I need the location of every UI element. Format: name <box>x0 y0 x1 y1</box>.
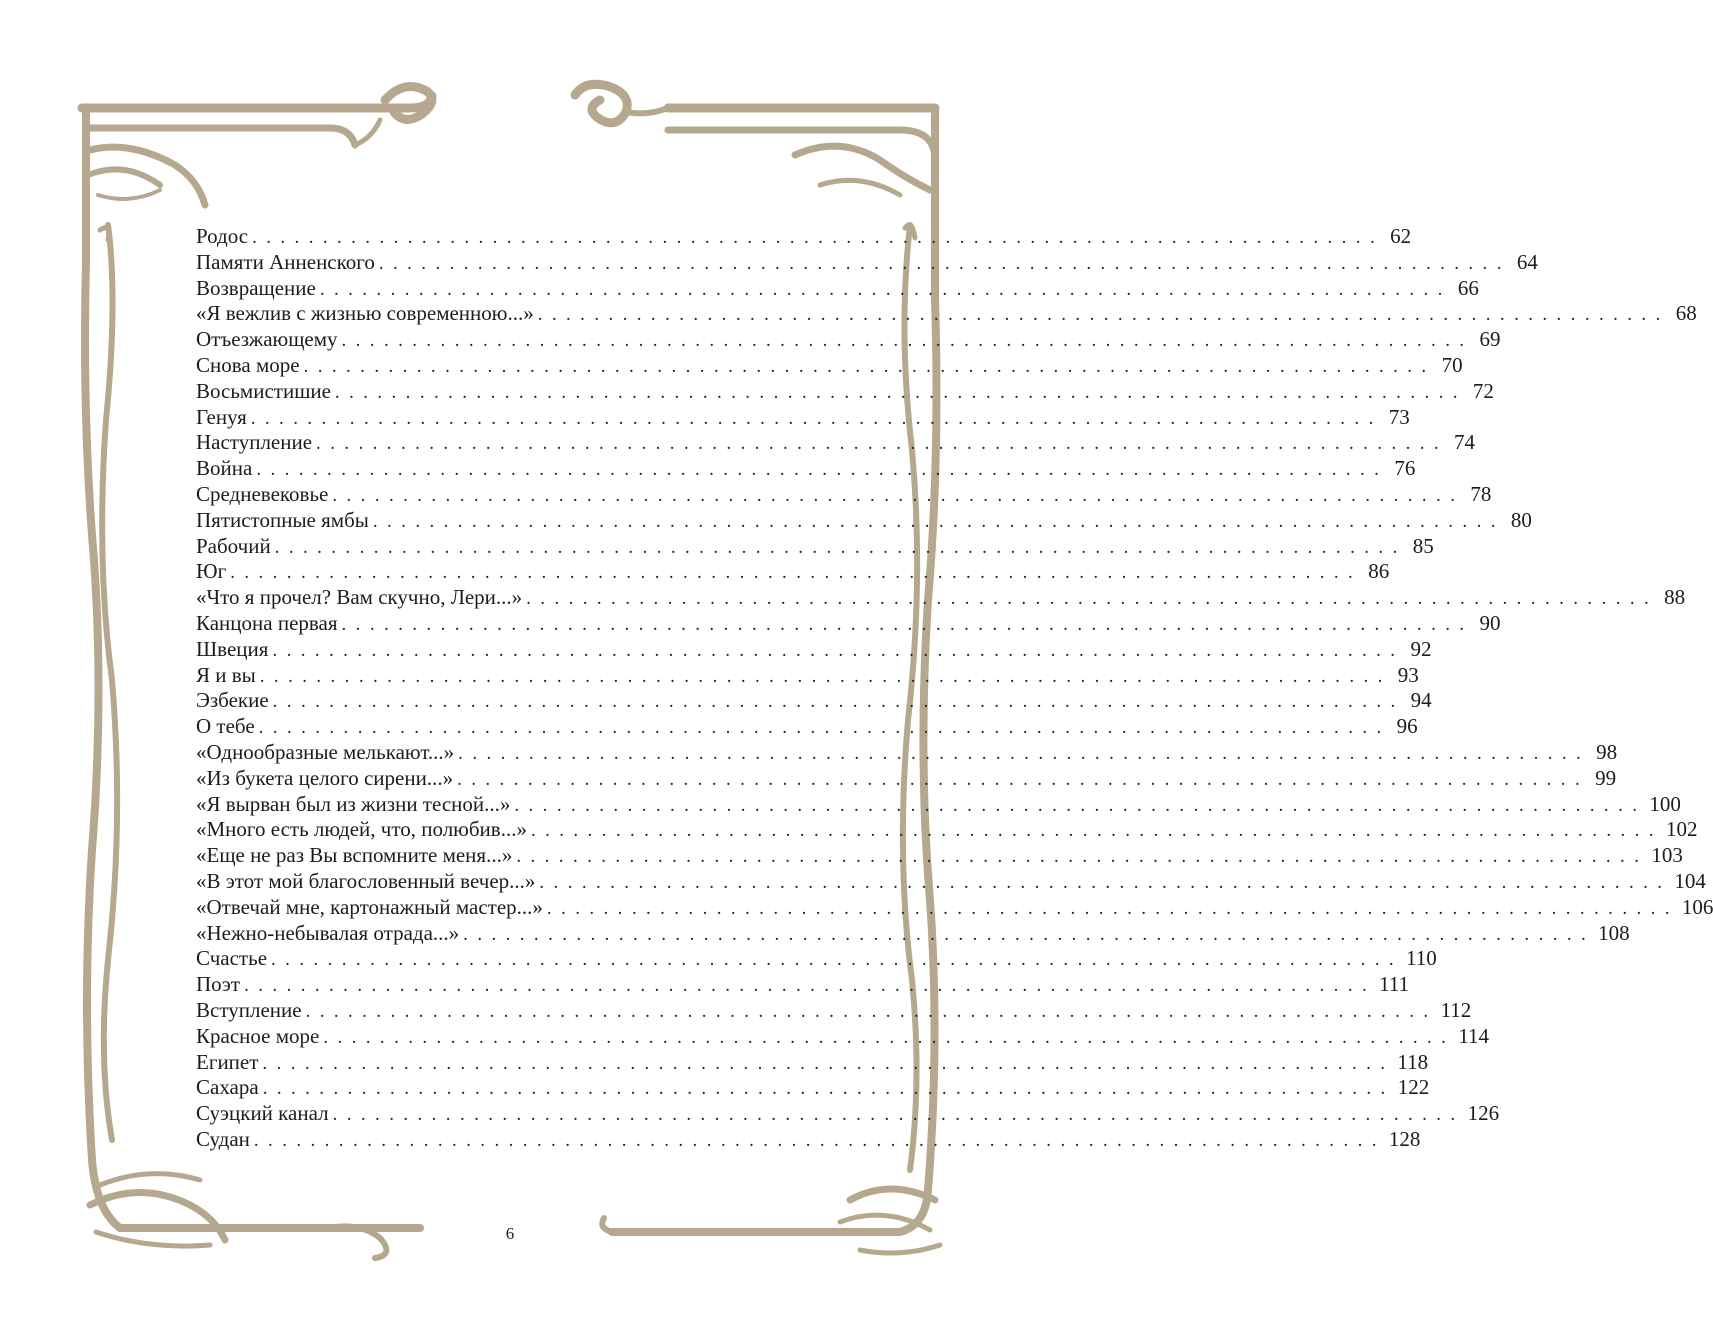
toc-entry-page: 90 <box>1479 610 1501 635</box>
toc-entry-title: Возвращение <box>196 275 316 300</box>
dot-leader: ................................................................................ <box>530 820 1663 842</box>
toc-entry <box>196 404 1410 431</box>
toc-entry <box>196 817 1698 843</box>
toc-entry-page: 80 <box>1510 507 1532 532</box>
dot-leader: ................................................................................ <box>303 355 1436 377</box>
toc-entry-title: Египет <box>196 1049 259 1074</box>
toc-entry-page: 100 <box>1649 791 1681 816</box>
page-number: 6 <box>505 1224 515 1243</box>
toc-entry-title: Памяти Анненского <box>196 249 375 274</box>
toc-entry <box>196 714 1418 740</box>
dot-leader: ................................................................................ <box>341 613 1474 635</box>
toc-entry-page: 62 <box>1390 224 1412 248</box>
dot-leader: ................................................................................ <box>526 588 1659 610</box>
toc-entry-page: 92 <box>1410 636 1432 661</box>
dot-leader: ................................................................................ <box>230 562 1363 584</box>
dot-leader: ................................................................................ <box>457 768 1590 790</box>
dot-leader: ................................................................................ <box>514 794 1647 816</box>
toc-entry-title: «Нежно-небывалая отрада...» <box>196 920 460 945</box>
toc-entry-page: 68 <box>1675 301 1697 326</box>
toc-entry-page: 64 <box>1516 249 1538 274</box>
toc-entry-page: 112 <box>1440 997 1472 1022</box>
toc-entry-page: 102 <box>1665 817 1698 842</box>
dot-leader: ................................................................................ <box>272 691 1405 713</box>
toc-entry <box>196 843 1683 869</box>
toc-entry-page: 94 <box>1410 688 1432 713</box>
dot-leader: ................................................................................ <box>244 975 1377 997</box>
toc-entry-page: 70 <box>1441 352 1463 377</box>
dot-leader: ................................................................................ <box>316 433 1449 455</box>
toc-entry <box>196 1101 1500 1127</box>
dot-leader: ................................................................................ <box>546 897 1679 919</box>
toc-entry-page: 114 <box>1458 1023 1490 1048</box>
toc-entry-page: 108 <box>1598 920 1630 945</box>
toc-entry-page: 111 <box>1379 972 1410 997</box>
toc-entry <box>196 894 1713 921</box>
toc-entry-title: Сахара <box>196 1075 259 1100</box>
toc-entry-title: Канцона первая <box>196 610 338 635</box>
toc-entry <box>196 559 1390 585</box>
dot-leader: ................................................................................ <box>341 330 1474 352</box>
toc-entry-page: 103 <box>1651 843 1683 868</box>
toc-entry <box>196 275 1479 302</box>
dot-leader: ................................................................................ <box>262 1052 1395 1074</box>
toc-entry-title: Генуя <box>196 404 247 429</box>
dot-leader: ................................................................................ <box>252 227 1385 248</box>
toc-entry <box>196 636 1432 663</box>
toc-entry <box>196 430 1476 456</box>
toc-entry <box>196 1126 1421 1153</box>
toc-entry-title: Швеция <box>196 636 269 661</box>
toc-entry-page: 104 <box>1674 868 1706 893</box>
dot-leader: ................................................................................ <box>258 717 1391 739</box>
dot-leader: ................................................................................ <box>272 639 1405 661</box>
toc-entry <box>196 972 1410 998</box>
dot-leader: ................................................................................ <box>259 665 1392 687</box>
toc-entry-page: 93 <box>1397 662 1419 687</box>
toc-entry-title: Красное море <box>196 1023 320 1048</box>
toc-entry <box>196 301 1697 327</box>
dot-leader: ................................................................................ <box>539 871 1672 893</box>
toc-entry-title: Суэцкий канал <box>196 1101 329 1126</box>
toc-entry <box>196 997 1472 1024</box>
toc-entry <box>196 249 1538 276</box>
toc-entry <box>196 791 1681 818</box>
toc-entry-title: «Однообразные мелькают...» <box>196 739 455 764</box>
dot-leader: ................................................................................ <box>372 510 1505 532</box>
toc-entry-title: Эзбекие <box>196 688 269 713</box>
dot-leader: ................................................................................ <box>271 949 1404 971</box>
dot-leader: ................................................................................ <box>332 484 1465 506</box>
dot-leader: ................................................................................ <box>378 252 1511 274</box>
dot-leader: ................................................................................ <box>262 1078 1395 1100</box>
toc-entry-page: 66 <box>1457 275 1479 300</box>
dot-leader: ................................................................................ <box>256 459 1389 481</box>
toc-entry <box>196 585 1686 611</box>
toc-entry <box>196 533 1434 560</box>
toc-entry-title: «В этот мой благословенный вечер...» <box>196 868 536 893</box>
dot-leader: ................................................................................ <box>332 1104 1465 1126</box>
toc-entry-title: «Еще не раз Вы вспомните меня...» <box>196 843 513 868</box>
toc-entry <box>196 507 1532 534</box>
toc-entry-page: 96 <box>1396 714 1418 739</box>
dot-leader: ................................................................................ <box>516 846 1649 868</box>
toc-entry-page: 73 <box>1388 404 1410 429</box>
dot-leader: ................................................................................ <box>250 407 1383 429</box>
toc-entry-title: Наступление <box>196 430 313 455</box>
dot-leader: ................................................................................ <box>323 1026 1456 1048</box>
toc-entry-page: 69 <box>1479 327 1501 352</box>
toc-entry-page: 99 <box>1595 765 1617 790</box>
dot-leader: ................................................................................ <box>334 381 1467 403</box>
toc-entry-title: Пятистопные ямбы <box>196 507 369 532</box>
toc-entry-title: Я и вы <box>196 662 256 687</box>
dot-leader: ................................................................................ <box>319 278 1452 300</box>
toc-entry-page: 110 <box>1406 946 1437 971</box>
toc-entry-page: 126 <box>1467 1101 1500 1126</box>
toc-entry-title: Родос <box>196 224 249 248</box>
toc-entry-page: 76 <box>1394 456 1416 481</box>
toc-entry-title: Рабочий <box>196 533 271 558</box>
toc-entry-page: 128 <box>1388 1126 1421 1151</box>
table-of-contents <box>196 224 1713 1153</box>
toc-entry-page: 118 <box>1397 1049 1429 1074</box>
toc-entry <box>196 765 1617 792</box>
toc-entry-title: Снова море <box>196 352 300 377</box>
toc-entry-title: Судан <box>196 1126 250 1151</box>
toc-entry-title: «Из букета целого сирени...» <box>196 765 454 790</box>
dot-leader: ................................................................................ <box>537 304 1670 326</box>
toc-entry-page: 88 <box>1664 585 1686 610</box>
dot-leader: ................................................................................ <box>463 923 1596 945</box>
toc-entry <box>196 662 1419 689</box>
toc-entry-title: «Отвечай мне, картонажный мастер...» <box>196 894 543 919</box>
toc-entry-title: Средневековье <box>196 481 329 506</box>
toc-entry-page: 72 <box>1472 378 1494 403</box>
toc-entry <box>196 946 1437 972</box>
toc-entry-title: Война <box>196 456 253 481</box>
toc-entry <box>196 868 1706 895</box>
toc-entry-title: Восьмистишие <box>196 378 331 403</box>
toc-entry <box>196 739 1618 766</box>
toc-entry-title: Отъезжающему <box>196 327 338 352</box>
toc-entry-title: Поэт <box>196 972 241 997</box>
toc-entry-page: 86 <box>1368 559 1390 584</box>
toc-entry-title: О тебе <box>196 714 255 739</box>
dot-leader: ................................................................................ <box>274 536 1407 558</box>
dot-leader: ................................................................................ <box>253 1129 1386 1151</box>
toc-entry <box>196 610 1501 637</box>
toc-entry-page: 106 <box>1681 894 1713 919</box>
toc-entry <box>196 688 1432 714</box>
toc-entry-title: Вступление <box>196 997 302 1022</box>
toc-entry <box>196 378 1494 405</box>
toc-entry <box>196 327 1501 353</box>
toc-entry-page: 78 <box>1470 481 1492 506</box>
toc-entry-page: 98 <box>1596 739 1618 764</box>
dot-leader: ................................................................................ <box>458 742 1591 764</box>
toc-entry-title: «Я вырван был из жизни тесной...» <box>196 791 511 816</box>
toc-entry-title: Счастье <box>196 946 268 971</box>
toc-entry <box>196 352 1463 379</box>
toc-entry-page: 74 <box>1454 430 1476 455</box>
toc-entry <box>196 1049 1429 1076</box>
toc-entry-title: «Что я прочел? Вам скучно, Лери...» <box>196 585 523 610</box>
toc-entry-title: Юг <box>196 559 227 584</box>
toc-entry <box>196 224 1412 250</box>
toc-entry-title: «Я вежлив с жизнью современною...» <box>196 301 534 326</box>
toc-entry-title: «Много есть людей, что, полюбив...» <box>196 817 527 842</box>
toc-entry <box>196 1075 1430 1101</box>
dot-leader: ................................................................................ <box>305 1000 1438 1022</box>
toc-entry <box>196 481 1492 508</box>
toc-entry <box>196 1023 1490 1050</box>
toc-entry <box>196 920 1630 947</box>
toc-entry <box>196 456 1416 482</box>
toc-entry-page: 122 <box>1397 1075 1430 1100</box>
toc-entry-page: 85 <box>1412 533 1434 558</box>
